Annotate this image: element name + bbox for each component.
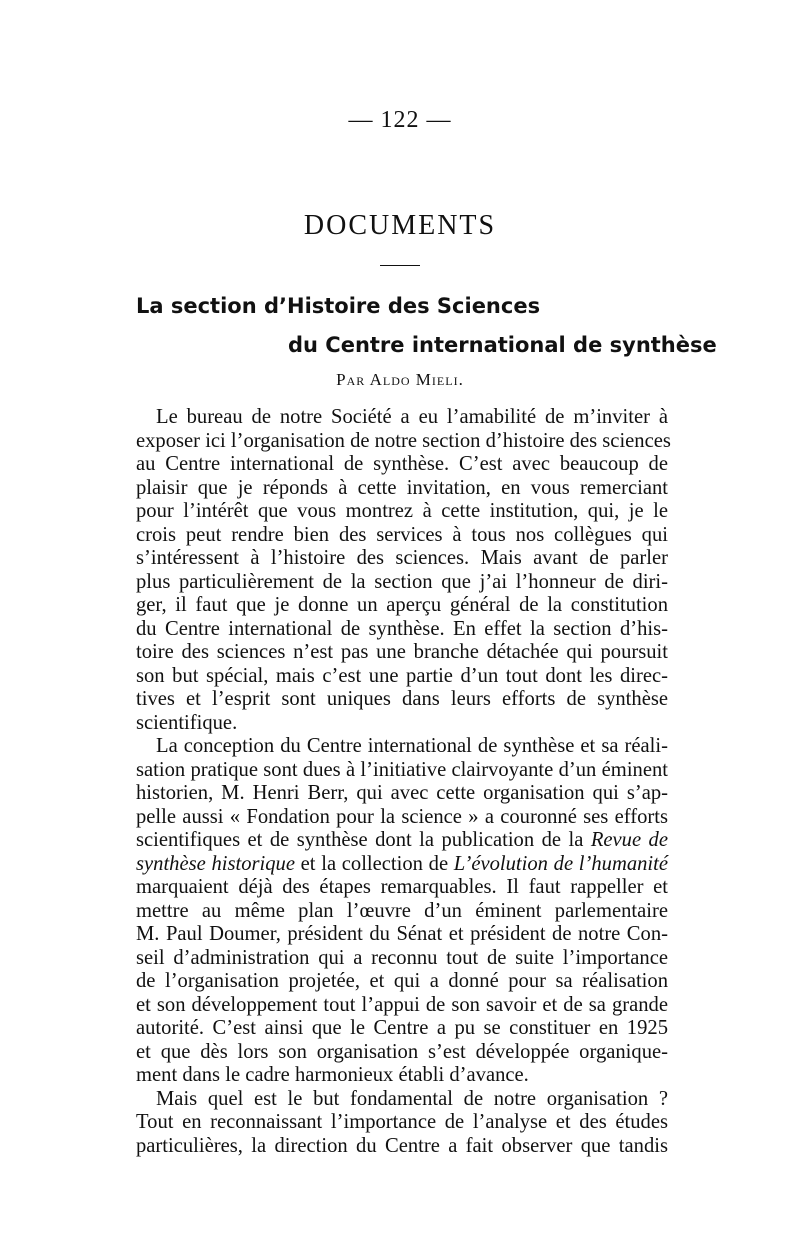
body-line: ment dans le cadre harmonieux établi d’avance.	[136, 1064, 529, 1086]
italic-title: Revue de	[590, 829, 668, 851]
body-line: ger, il faut que je donne un aperçu général de la constitution	[136, 594, 668, 616]
body-line: au Centre international de synthèse. C’est avec beaucoup de	[136, 453, 668, 475]
body-line: plaisir que je réponds à cette invitation, en vous remerciant	[136, 476, 668, 499]
body-line: historien, M. Henri Berr, qui avec cette organisation qui s’ap-	[136, 782, 668, 804]
body-line: tives et l’esprit sont uniques dans leurs efforts de synthèse	[136, 688, 668, 710]
body-line: Tout en reconnaissant l’importance de l’analyse et des études	[136, 1111, 668, 1133]
italic-title: L’évolution de l’humanité	[453, 852, 668, 875]
body-line: crois peut rendre bien des services à tous nos collègues qui	[136, 523, 668, 546]
article-byline: Par Aldo Mieli.	[336, 370, 464, 389]
body-line: et que dès lors son organisation s’est développée organique-	[136, 1040, 668, 1063]
body-line: de l’organisation projetée, et qui a donné pour sa réalisation	[136, 970, 668, 992]
body-line: mettre au même plan l’œuvre d’un éminent parlementaire	[136, 899, 668, 922]
heading-rule	[380, 265, 420, 266]
body-line: plus particulièrement de la section que j’ai l’honneur de diri-	[136, 570, 668, 593]
body-line: marquaient déjà des étapes remarquables. Il faut rappeller et	[136, 876, 668, 898]
article-title-line-2: du Centre international de synthèse	[288, 333, 717, 357]
body-line: pour l’intérêt que vous montrez à cette institution, qui, je le	[136, 500, 668, 522]
body-line	[136, 829, 668, 853]
body-line: particulières, la direction du Centre a fait observer que tandis	[136, 1134, 668, 1157]
body-line: s’intéressent à l’histoire des sciences. Mais avant de parler	[136, 547, 668, 569]
body-line: Le bureau de notre Société a eu l’amabilité de m’inviter à	[156, 406, 668, 428]
body-line: son but spécial, mais c’est une partie d’un tout dont les direc-	[136, 664, 668, 687]
body-line: sation pratique sont dues à l’initiative clairvoyante d’un éminent	[136, 758, 668, 781]
page-number: — 122 —	[348, 107, 452, 133]
body-line	[136, 853, 668, 877]
body-line: autorité. C’est ainsi que le Centre a pu se constituer en 1925	[136, 1017, 668, 1039]
body-text-run: et la collection de	[300, 852, 449, 875]
article-body	[136, 406, 671, 1158]
body-line: et son développement tout l’appui de son savoir et de sa grande	[136, 993, 668, 1016]
italic-title: synthèse historique	[136, 852, 295, 875]
body-line: La conception du Centre international de synthèse et sa réali-	[156, 735, 668, 757]
section-heading: DOCUMENTS	[303, 210, 497, 241]
body-line: seil d’administration qui a reconnu tout de suite l’importance	[136, 946, 668, 969]
body-line: scientifique.	[136, 711, 238, 734]
body-line: Mais quel est le but fondamental de notre organisation ?	[156, 1087, 668, 1110]
body-line: pelle aussi « Fondation pour la science » a couronné ses efforts	[136, 805, 668, 828]
article-title-line-1: La section d’Histoire des Sciences	[136, 294, 541, 318]
body-line: exposer ici l’organisation de notre section d’histoire des sciences	[136, 429, 671, 452]
body-line: toire des sciences n’est pas une branche détachée qui poursuit	[136, 641, 668, 663]
body-line: du Centre international de synthèse. En effet la section d’his-	[136, 617, 668, 640]
body-text-run: scientifiques et de synthèse dont la publication de la	[136, 829, 584, 851]
body-line: M. Paul Doumer, président du Sénat et président de notre Con-	[136, 923, 668, 945]
